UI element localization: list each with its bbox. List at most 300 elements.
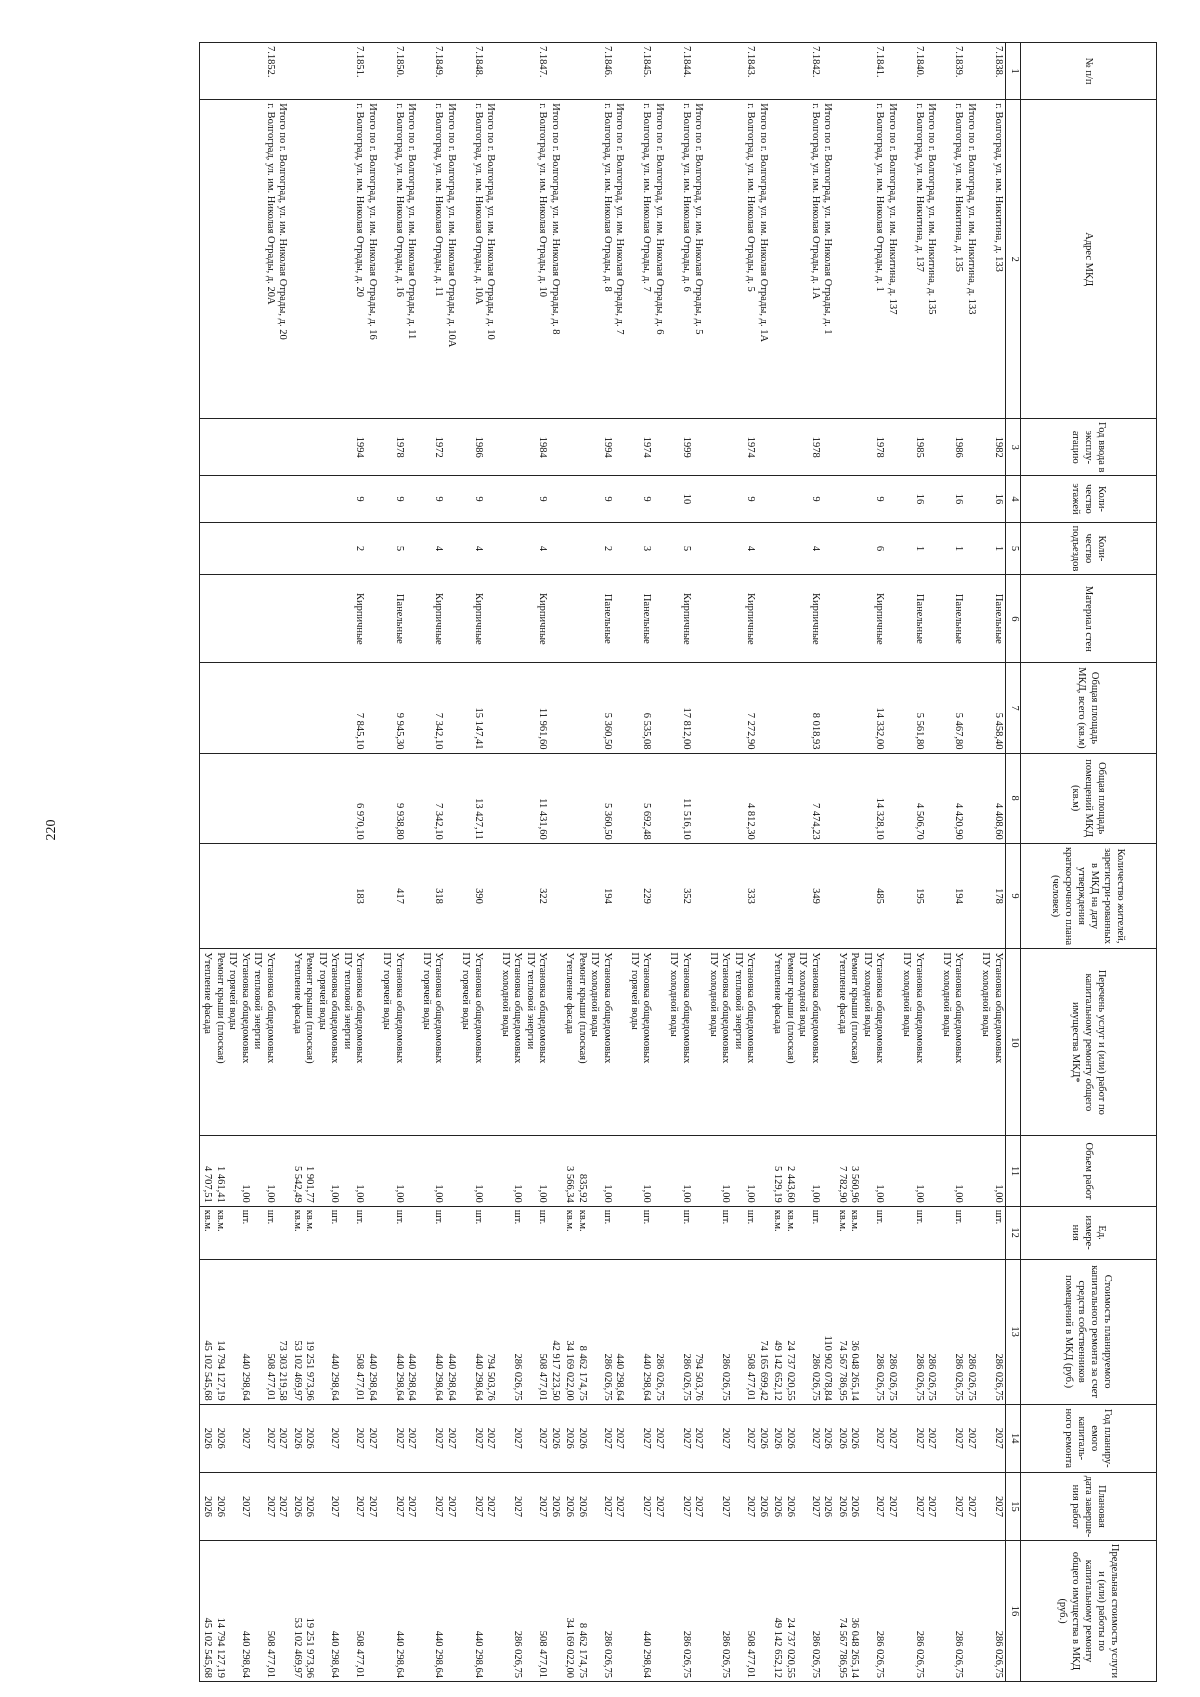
wall-material-value: Кирпичные [433,592,445,645]
work-volume [498,1136,563,1206]
planned-cost [939,1259,979,1404]
planned-cost-line [900,1263,913,1401]
completion-date-line: 2027 [926,1495,938,1517]
unit-of-measure-line [524,1210,537,1256]
unit-of-measure [498,1206,563,1259]
premises-area [419,753,459,843]
completion-date-line: 2027 [693,1495,705,1517]
works-list-line: Утепление фасада [837,952,848,1034]
limit-cost-line: 74 567 786,95 [837,1617,848,1678]
unit-of-measure-line [588,1210,601,1256]
planned-year-line [861,1408,874,1469]
completion-date-line: 2026 [822,1495,834,1517]
unit-of-measure-line [757,1210,770,1256]
limit-cost-line: 508 477,01 [537,1630,549,1678]
limit-cost [379,1541,419,1682]
limit-cost [498,1541,563,1682]
unit-of-measure-line [900,1210,913,1256]
residents-count [939,843,979,949]
limit-cost [200,1541,290,1682]
residents-count [770,843,835,949]
limit-cost-line [405,1544,418,1678]
planned-cost-line: 286 026,75 [953,1353,965,1401]
works-list-line [276,952,289,1132]
planned-year [627,1404,667,1472]
work-volume [200,1136,290,1206]
table-row [939,43,979,1682]
table-row [666,43,706,1682]
entrances-count [666,522,706,575]
unit-of-measure-line: шт. [874,1209,886,1225]
limit-cost-line [484,1544,497,1678]
planned-cost-line [380,1263,393,1401]
works-list-line: Установка общедомовых [537,952,549,1064]
entrances-count [498,522,563,575]
limit-cost-line [588,1544,601,1678]
floors-count-value: 9 [641,496,653,502]
works-list-line: ПУ холодной воды [862,952,873,1037]
premises-area [498,753,563,843]
planned-cost-line: 286 026,75 [654,1353,665,1401]
unit-of-measure-line: кв.м. [304,1209,316,1232]
planned-year-line: 2026 [550,1427,561,1449]
wall-material [562,575,627,663]
planned-year-line: 2026 [202,1427,214,1449]
premises-area [899,753,939,843]
work-volume-line [445,1139,458,1202]
works-list-line: ПУ горячей воды [629,952,640,1030]
address-cell-line: г. Волгоград, ул. им. Николая Отрады, д. 7 [641,103,653,292]
completion-date-line: 2027 [614,1495,626,1517]
limit-cost-line [653,1544,666,1678]
floors-count [899,476,939,522]
completion-date-line: 2027 [473,1495,484,1517]
works-list [458,949,498,1136]
limit-cost-line [380,1544,393,1678]
work-volume-line [366,1139,379,1202]
total-area-value [264,666,277,749]
works-list-line: ПУ холодной воды [901,952,913,1037]
planned-year-line: 2027 [614,1427,626,1449]
unit-of-measure-line: шт. [240,1209,251,1225]
completion-date-line [732,1476,745,1537]
planned-cost-line: 286 026,75 [993,1353,1004,1401]
residents-count [200,843,290,949]
row-number-value: 7.1851. [354,46,366,78]
limit-cost-line [524,1544,537,1678]
year-built-value: 1974 [745,436,757,458]
year-built [835,419,900,476]
total-area [835,663,900,753]
works-list-line: Установка общедомовых [993,952,1004,1064]
works-list [666,949,706,1136]
row-number [706,43,771,100]
row-number [770,43,835,100]
work-volume [666,1136,706,1206]
work-volume-line: 1,00 [745,1184,757,1203]
address-cell-line: Итого по г. Волгоград, ул. им. Николая Отрады, д. 1А [758,103,769,343]
column-header: Стоимость планируемого капитального ремонта за счет средств собственников помещений в МКД (руб.) [1021,1259,1157,1404]
entrances-count-value [264,526,277,572]
year-built [627,419,667,476]
completion-date-line [940,1476,953,1537]
work-volume-line [979,1139,992,1202]
unit-of-measure [379,1206,419,1259]
planned-cost-line: 8 462 174,75 [577,1345,588,1401]
premises-area [978,753,1006,843]
completion-date-line [499,1476,512,1537]
limit-cost-line: 440 298,64 [329,1630,341,1678]
wall-material [419,575,459,663]
floors-count [458,476,498,522]
work-volume-line: 1,00 [953,1184,965,1203]
limit-cost-line: 440 298,64 [641,1630,653,1678]
entrances-count [458,522,498,575]
work-volume-line [667,1139,680,1202]
completion-date-line: 2026 [202,1495,214,1517]
planned-year-line: 2026 [849,1427,861,1449]
address-cell [419,100,459,419]
planned-year-line: 2026 [822,1427,834,1449]
limit-cost-line: 440 298,64 [433,1630,445,1678]
limit-cost-line [628,1544,641,1678]
planned-year-line: 2027 [240,1427,251,1449]
row-number-value: 7.1843. [745,46,757,78]
completion-date-line: 2027 [537,1495,549,1517]
row-number-value: 7.1849. [433,46,445,78]
unit-of-measure-line: шт. [602,1209,613,1225]
completion-date-line: 2027 [966,1495,977,1517]
works-list-line: Установка общедомовых [874,952,886,1064]
address-cell [666,100,706,419]
address-cell-line: г. Волгоград, ул. им. Николая Отрады, д. 11 [433,103,445,297]
column-header: Перечень услуг и (или) работ по капитальному ремонту общего имущества МКД* [1021,949,1157,1136]
limit-cost [627,1541,667,1682]
works-list-line [405,952,418,1132]
works-list [706,949,771,1136]
planned-cost-line [251,1263,264,1401]
total-area-value: 14 332,00 [874,707,886,750]
unit-of-measure-line [420,1210,433,1256]
completion-date-line: 2026 [837,1495,848,1517]
total-area-value: 9 945,30 [394,712,405,750]
column-number: 13 [1006,1259,1021,1404]
works-list-line: Ремонт крыши (плоская) [577,952,588,1064]
works-list-line: Установка общедомовых [473,952,484,1064]
row-number [498,43,563,100]
completion-date-line: 2026 [772,1495,784,1517]
address-cell-line: г. Волгоград, ул. им. Николая Отрады, д. 5 [745,103,757,292]
column-header: Количество жителей, зарегистри-рованных в МКД на дату утверждения краткосрочного плана (человек) [1021,843,1157,949]
row-number [899,43,939,100]
completion-date-line [226,1476,239,1537]
unit-of-measure-line: шт. [914,1209,925,1225]
premises-area [379,753,419,843]
row-number [290,43,380,100]
residents-count [835,843,900,949]
limit-cost-line [276,1544,289,1678]
work-volume-line: 1,00 [810,1184,821,1203]
year-built [419,419,459,476]
work-volume-line: 1 461,41 [215,1165,226,1203]
works-list [419,949,459,1136]
unit-of-measure [290,1206,380,1259]
unit-of-measure [200,1206,290,1259]
planned-year-line: 2027 [394,1427,405,1449]
unit-of-measure-line: шт. [433,1209,445,1225]
unit-of-measure [835,1206,900,1259]
year-built-value: 1986 [473,436,484,458]
unit-of-measure-line: кв.м. [215,1209,226,1232]
completion-date [379,1472,419,1540]
unit-of-measure-line: шт. [641,1209,653,1225]
year-built-value: 1974 [641,436,653,458]
total-area-value: 5 561,80 [914,712,925,750]
planned-cost-line [459,1263,472,1401]
planned-cost-line: 45 102 545,68 [202,1340,214,1401]
work-volume-line: 1,00 [433,1184,445,1203]
premises-area-value: 11 516,10 [681,798,692,840]
total-area-value: 7 272,90 [745,712,757,750]
column-header: Общая площадь помещений МКД (кв.м) [1021,753,1157,843]
premises-area [200,753,290,843]
page-number: 220 [44,819,59,841]
floors-count-value: 9 [602,496,613,502]
address-cell [939,100,979,419]
address-cell-line: г. Волгоград, ул. им. Николая Отрады, д. 1А [810,103,821,300]
work-volume [627,1136,667,1206]
unit-of-measure-line: шт. [329,1209,341,1225]
planned-cost-line: 286 026,75 [887,1353,898,1401]
planned-year [458,1404,498,1472]
table-row [706,43,771,1682]
planned-cost-line [940,1263,953,1401]
planned-year-line: 2027 [887,1427,898,1449]
wall-material [666,575,706,663]
unit-of-measure-line [821,1210,834,1256]
limit-cost-line [707,1544,720,1678]
completion-date [562,1472,627,1540]
planned-cost-line: 508 477,01 [354,1353,366,1401]
row-number [419,43,459,100]
planned-cost [899,1259,939,1404]
planned-year-line: 2027 [953,1427,965,1449]
unit-of-measure-line: кв.м. [772,1209,784,1232]
total-area [458,663,498,753]
completion-date-line [979,1476,992,1537]
planned-year-line: 2026 [837,1427,848,1449]
limit-cost-line [251,1544,264,1678]
completion-date-line: 2027 [953,1495,965,1517]
limit-cost-line [732,1544,745,1678]
row-number-value: 7.1846. [602,46,613,78]
works-list-line [925,952,938,1132]
completion-date-line: 2026 [577,1495,588,1517]
entrances-count [379,522,419,575]
planned-year [200,1404,290,1472]
entrances-count [978,522,1006,575]
work-volume [419,1136,459,1206]
wall-material-value: Кирпичные [537,592,549,645]
column-header: Общая площадь МКД, всего (кв.м) [1021,663,1157,753]
works-list [899,949,939,1136]
planned-cost-line: 440 298,64 [641,1353,653,1401]
works-list-line: Установка общедомовых [810,952,821,1064]
unit-of-measure-line: кв.м. [785,1209,796,1232]
year-built-value: 1978 [810,436,821,458]
year-built-value: 1972 [433,436,445,458]
planned-cost-line [628,1263,641,1401]
total-area-value: 5 360,50 [602,712,613,750]
floors-count [562,476,627,522]
table-row [835,43,900,1682]
work-volume-line [925,1139,938,1202]
planned-year [498,1404,563,1472]
unit-of-measure-line [613,1210,626,1256]
planned-cost-line [226,1263,239,1401]
planned-year-line: 2026 [772,1427,784,1449]
planned-year-line: 2027 [914,1427,925,1449]
address-cell [458,100,498,419]
planned-cost-line [667,1263,680,1401]
completion-date [290,1472,380,1540]
works-list-line: Ремонт крыши (плоская) [304,952,316,1064]
planned-cost-line [861,1263,874,1401]
limit-cost [835,1541,900,1682]
planned-cost-line: 110 902 078,84 [822,1335,834,1401]
limit-cost-line: 286 026,75 [810,1630,821,1678]
completion-date [419,1472,459,1540]
completion-date [200,1472,290,1540]
planned-cost-line: 440 298,64 [240,1353,251,1401]
unit-of-measure [627,1206,667,1259]
limit-cost-line [459,1544,472,1678]
planned-year-line: 2027 [446,1427,457,1449]
total-area-value: 5 467,80 [953,712,965,750]
address-cell-line: Итого по г. Волгоград, ул. им. Никитина, д. 137 [887,103,898,315]
works-list-line: Установка общедомовых [265,952,276,1064]
total-area-value: 15 147,41 [473,707,484,750]
completion-date-line: 2027 [446,1495,457,1517]
limit-cost-line [925,1544,938,1678]
limit-cost-line: 45 102 545,68 [202,1617,214,1678]
unit-of-measure-line [707,1210,720,1256]
column-number: 4 [1006,476,1021,522]
entrances-count-value: 4 [433,545,445,552]
works-list-line: ПУ горячей воды [227,952,239,1030]
planned-cost-line: 19 251 973,96 [304,1340,316,1401]
works-list-line [484,952,497,1132]
planned-year-line: 2026 [304,1427,316,1449]
completion-date [627,1472,667,1540]
row-number-value: 7.1848. [473,46,484,78]
works-list-line: Установка общедомовых [681,952,692,1064]
planned-cost-line [524,1263,537,1401]
work-volume [379,1136,419,1206]
premises-area [835,753,900,843]
completion-date-line: 2027 [993,1495,1004,1517]
work-volume-line [549,1139,562,1202]
completion-date-line: 2027 [874,1495,886,1517]
completion-date-line [628,1476,641,1537]
table-row [498,43,563,1682]
completion-date [939,1472,979,1540]
wall-material-value: Кирпичные [745,592,757,645]
unit-of-measure-line [484,1210,497,1256]
row-number [562,43,627,100]
wall-material [706,575,771,663]
planned-year-line: 2027 [433,1427,445,1449]
address-cell-line: Итого по г. Волгоград, ул. им. Николая Отрады, д. 11 [406,103,418,340]
limit-cost-line: 286 026,75 [720,1630,732,1678]
planned-cost-line: 286 026,75 [966,1353,977,1401]
address-cell [978,100,1006,419]
planned-cost-line: 508 477,01 [745,1353,757,1401]
unit-of-measure-line [861,1210,874,1256]
planned-cost-line: 74 567 786,95 [837,1340,848,1401]
planned-year [978,1404,1006,1472]
works-list-line: ПУ холодной воды [500,952,511,1037]
unit-of-measure-line: кв.м. [849,1209,861,1232]
wall-material-value: Кирпичные [874,592,886,645]
planned-cost-line: 440 298,64 [473,1353,484,1401]
planned-cost [978,1259,1006,1404]
planned-year-line: 2027 [926,1427,938,1449]
planned-cost-line: 794 503,76 [485,1353,497,1401]
address-cell [498,100,563,419]
limit-cost [978,1541,1006,1682]
address-cell [706,100,771,419]
completion-date-line: 2026 [304,1495,316,1517]
unit-of-measure-line: шт. [473,1209,484,1225]
floors-count [978,476,1006,522]
works-list-line: ПУ холодной воды [589,952,601,1037]
work-volume-line [405,1139,418,1202]
premises-area-value: 4 506,70 [914,802,925,840]
works-list-line [886,952,899,1132]
planned-year-line: 2027 [810,1427,821,1449]
premises-area-value: 5 692,48 [641,802,653,840]
works-list-line: Ремонт крыши (плоская) [849,952,861,1064]
column-number-row [1006,43,1021,1682]
capital-repair-table [199,42,1157,1682]
completion-date [666,1472,706,1540]
year-built [666,419,706,476]
row-number-value: 7.1844. [681,46,692,78]
unit-of-measure [706,1206,771,1259]
works-list-line [653,952,666,1132]
work-volume-line [821,1139,834,1202]
planned-cost-line [707,1263,720,1401]
completion-date [706,1472,771,1540]
unit-of-measure-line [886,1210,899,1256]
planned-cost-line: 286 026,75 [602,1353,613,1401]
unit-of-measure-line: кв.м. [202,1209,214,1232]
work-volume-line: 1,00 [473,1184,484,1203]
planned-cost-line [732,1263,745,1401]
completion-date-line: 2026 [564,1495,576,1517]
unit-of-measure-line: кв.м. [577,1209,588,1232]
limit-cost-line [821,1544,834,1678]
planned-year-line: 2027 [720,1427,732,1449]
planned-year [290,1404,380,1472]
planned-cost-line: 440 298,64 [394,1353,405,1401]
address-cell [200,100,290,419]
planned-year-line [732,1408,745,1469]
works-list-line [757,952,770,1132]
work-volume-line: 1 901,77 [304,1165,316,1203]
wall-material [290,575,380,663]
